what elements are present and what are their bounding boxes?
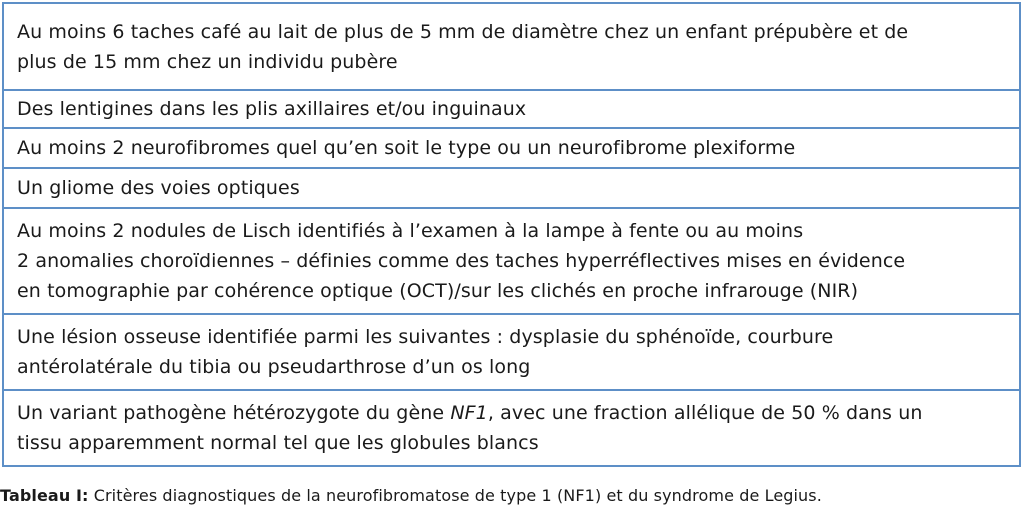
cell-text: , avec une fraction allélique de 50 % dans un	[487, 402, 923, 424]
table-row	[3, 168, 1020, 208]
caption-label: Tableau I:	[0, 486, 89, 505]
criterion-lesion-osseuse	[3, 314, 1020, 390]
cell-line: Au moins 2 nodules de Lisch identifiés à l’examen à la lampe à fente ou au moins	[17, 220, 804, 242]
criterion-variant-nf1	[3, 390, 1020, 466]
cell-line: Des lentigines dans les plis axillaires et/ou inguinaux	[17, 98, 527, 120]
cell-line: Au moins 6 taches café au lait de plus de 5 mm de diamètre chez un enfant prépubère et de	[17, 20, 909, 43]
cell-line: Une lésion osseuse identifiée parmi les suivantes : dysplasie du sphénoïde, courbure	[17, 326, 834, 348]
table-row	[3, 3, 1020, 90]
cell-text: Un variant pathogène hétérozygote du gène	[17, 402, 451, 424]
criterion-gliome	[3, 168, 1020, 208]
cell-line: en tomographie par cohérence optique (OCT)/sur les clichés en proche infrarouge (NIR)	[17, 280, 859, 302]
table-row	[3, 90, 1020, 128]
cell-line: Un gliome des voies optiques	[17, 177, 300, 199]
gene-name: NF1	[450, 402, 488, 424]
table-row	[3, 128, 1020, 168]
cell-line: antérolatérale du tibia ou pseudarthrose d’un os long	[17, 356, 531, 378]
caption-text: Critères diagnostiques de la neurofibromatose de type 1 (NF1) et du syndrome de Legius.	[88, 486, 822, 505]
criterion-lisch	[3, 208, 1020, 314]
cell-line: tissu apparemment normal tel que les globules blancs	[17, 432, 539, 454]
table-row	[3, 390, 1020, 466]
cell-line: Au moins 2 neurofibromes quel qu’en soit le type ou un neurofibrome plexiforme	[17, 137, 796, 159]
cell-line: plus de 15 mm chez un individu pubère	[17, 50, 398, 73]
criterion-lentigines	[3, 90, 1020, 128]
table-row	[3, 208, 1020, 314]
table-caption	[0, 485, 822, 507]
table-row	[3, 314, 1020, 390]
criterion-cafe-au-lait	[3, 3, 1020, 90]
criteria-table	[2, 2, 1021, 467]
criterion-neurofibromes	[3, 128, 1020, 168]
cell-line: 2 anomalies choroïdiennes – définies comme des taches hyperréflectives mises en évidence	[17, 250, 906, 272]
